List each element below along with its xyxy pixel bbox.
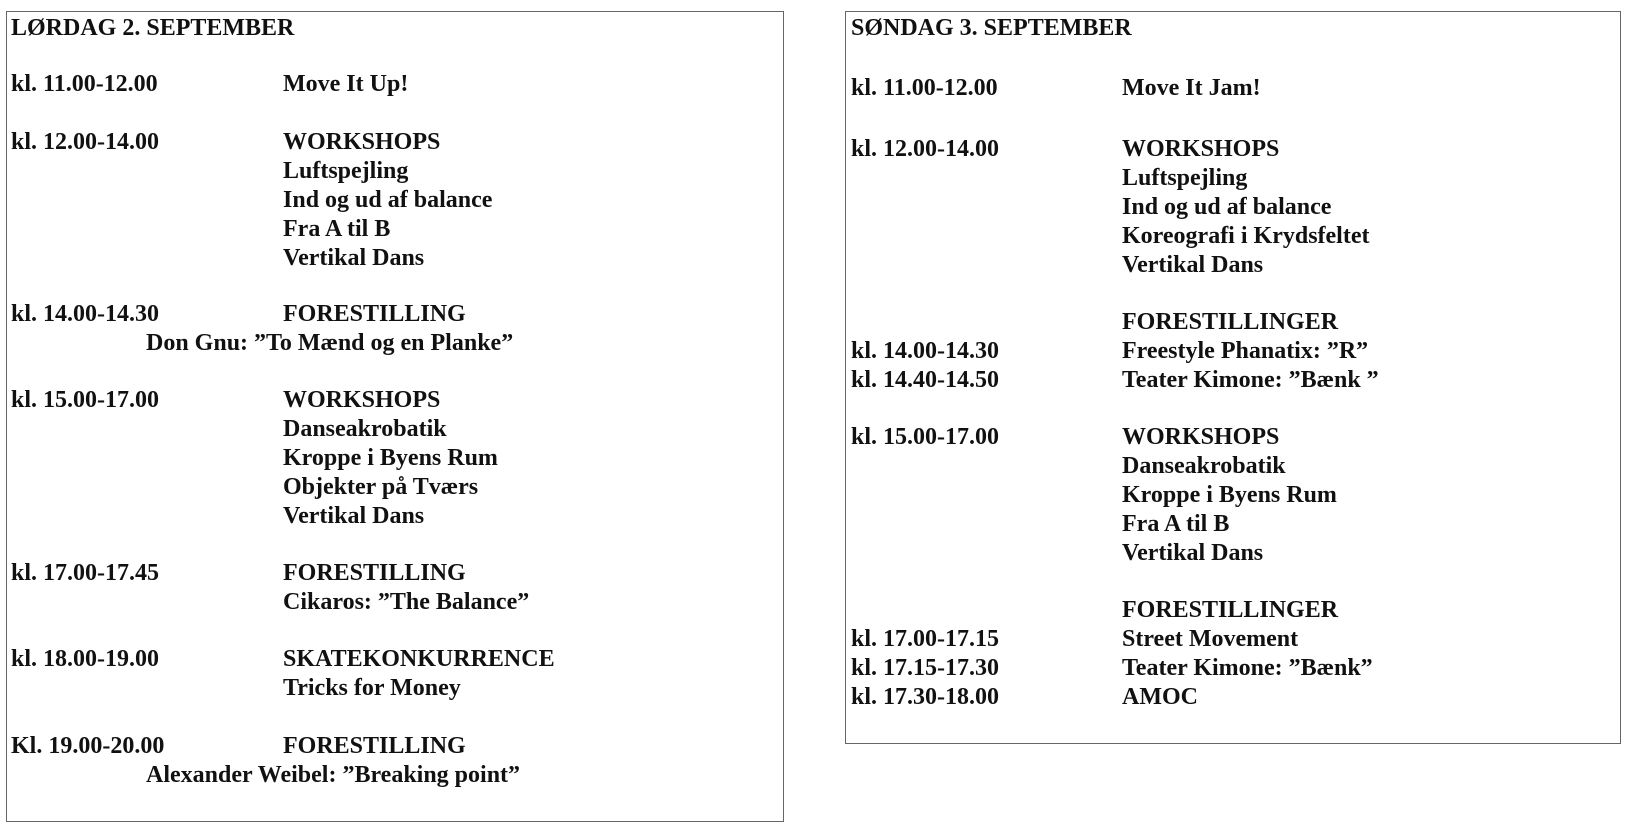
sunday-time-1100: kl. 11.00-12.00 xyxy=(851,75,998,101)
sunday-time-1700: kl. 17.00-17.15 xyxy=(851,626,1000,652)
saturday-workshop-item: Luftspejling xyxy=(283,158,409,184)
saturday-workshop-item: Objekter på Tværs xyxy=(283,474,479,500)
saturday-time-1800: kl. 18.00-19.00 xyxy=(11,646,160,672)
saturday-event-skatekonkurrence: SKATEKONKURRENCE xyxy=(283,646,555,672)
saturday-time-1700: kl. 17.00-17.45 xyxy=(11,560,160,586)
saturday-event-workshops: WORKSHOPS xyxy=(283,387,441,413)
sunday-time-1400: kl. 14.00-14.30 xyxy=(851,338,1000,364)
sunday-performance-title: Street Movement xyxy=(1122,626,1299,652)
sunday-workshop-item: Fra A til B xyxy=(1122,511,1230,537)
sunday-workshop-item: Vertikal Dans xyxy=(1122,252,1264,278)
sunday-performance-title: Teater Kimone: ”Bænk” xyxy=(1122,655,1373,681)
sunday-workshop-item: Vertikal Dans xyxy=(1122,540,1264,566)
sunday-event-forestillinger: FORESTILLINGER xyxy=(1122,597,1339,623)
sunday-event-move-it-jam: Move It Jam! xyxy=(1122,75,1261,101)
sunday-workshop-item: Ind og ud af balance xyxy=(1122,194,1332,220)
saturday-workshop-item: Vertikal Dans xyxy=(283,503,425,529)
saturday-workshop-item: Ind og ud af balance xyxy=(283,187,493,213)
sunday-workshop-item: Danseakrobatik xyxy=(1122,453,1286,479)
saturday-event-workshops: WORKSHOPS xyxy=(283,129,441,155)
sunday-time-1715: kl. 17.15-17.30 xyxy=(851,655,1000,681)
sunday-performance-title: Teater Kimone: ”Bænk ” xyxy=(1122,367,1379,393)
saturday-competition-title: Tricks for Money xyxy=(283,675,461,701)
saturday-performance-title: Don Gnu: ”To Mænd og en Planke” xyxy=(146,330,514,356)
saturday-performance-title: Alexander Weibel: ”Breaking point” xyxy=(146,762,521,788)
saturday-workshop-item: Danseakrobatik xyxy=(283,416,447,442)
sunday-event-workshops: WORKSHOPS xyxy=(1122,136,1280,162)
saturday-workshop-item: Vertikal Dans xyxy=(283,245,425,271)
sunday-event-forestillinger: FORESTILLINGER xyxy=(1122,309,1339,335)
sunday-workshop-item: Luftspejling xyxy=(1122,165,1248,191)
sunday-time-1730: kl. 17.30-18.00 xyxy=(851,684,1000,710)
sunday-performance-title: AMOC xyxy=(1122,684,1198,710)
saturday-event-forestilling: FORESTILLING xyxy=(283,301,466,327)
sunday-workshop-item: Koreografi i Krydsfeltet xyxy=(1122,223,1370,249)
sunday-time-1500: kl. 15.00-17.00 xyxy=(851,424,1000,450)
saturday-time-1400: kl. 14.00-14.30 xyxy=(11,301,160,327)
saturday-workshop-item: Fra A til B xyxy=(283,216,391,242)
saturday-time-1900: Kl. 19.00-20.00 xyxy=(11,733,165,759)
saturday-event-forestilling: FORESTILLING xyxy=(283,560,466,586)
sunday-heading: SØNDAG 3. SEPTEMBER xyxy=(851,15,1132,41)
sunday-time-1200: kl. 12.00-14.00 xyxy=(851,136,1000,162)
saturday-event-move-it-up: Move It Up! xyxy=(283,71,409,97)
saturday-event-forestilling: FORESTILLING xyxy=(283,733,466,759)
saturday-time-1500: kl. 15.00-17.00 xyxy=(11,387,160,413)
saturday-workshop-item: Kroppe i Byens Rum xyxy=(283,445,498,471)
sunday-time-1440: kl. 14.40-14.50 xyxy=(851,367,1000,393)
sunday-workshop-item: Kroppe i Byens Rum xyxy=(1122,482,1337,508)
saturday-performance-title: Cikaros: ”The Balance” xyxy=(283,589,530,615)
sunday-performance-title: Freestyle Phanatix: ”R” xyxy=(1122,338,1369,364)
saturday-time-1200: kl. 12.00-14.00 xyxy=(11,129,160,155)
sunday-event-workshops: WORKSHOPS xyxy=(1122,424,1280,450)
saturday-heading: LØRDAG 2. SEPTEMBER xyxy=(11,15,295,41)
saturday-time-1100: kl. 11.00-12.00 xyxy=(11,71,158,97)
